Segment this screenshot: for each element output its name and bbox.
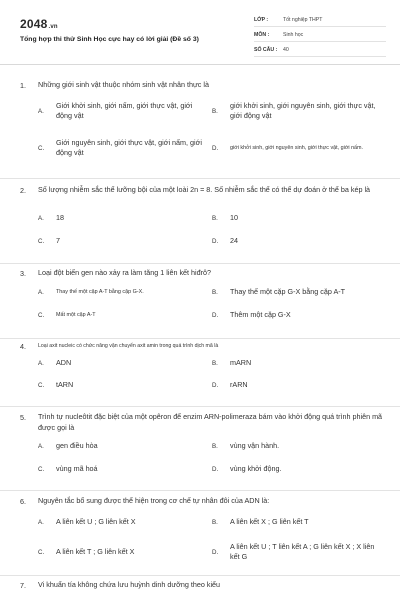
question-text: Vi khuẩn tía không chứa lưu huỳnh dinh dưỡng theo kiểu: [38, 580, 221, 589]
answer-option-a[interactable]: [38, 439, 208, 453]
option-text: giới khởi sinh, giới nguyên sinh, giới thực vật, giới nấm.: [230, 144, 364, 151]
question-number: 7.: [20, 581, 26, 590]
question-number: 1.: [20, 81, 26, 90]
option-letter: D.: [212, 311, 219, 319]
question-item: [0, 406, 400, 491]
option-text: Giới khởi sinh, giới nấm, giới thực vật, giới động vật: [56, 100, 193, 120]
option-text: A liên kết U ; T liên kết A ; G liên kết X ; X liên kết G: [230, 541, 375, 561]
answer-option-d[interactable]: [212, 308, 382, 322]
option-text: Mất một cặp A-T: [56, 311, 96, 318]
option-letter: C.: [38, 237, 45, 245]
option-letter: A.: [38, 107, 44, 115]
option-letter: B.: [212, 214, 218, 222]
option-letter: C.: [38, 381, 45, 389]
question-text: Số lượng nhiễm sắc thể lưỡng bội của một loài 2n = 8. Số nhiễm sắc thể có thể dự đoán ở thể ba kép là: [38, 185, 371, 194]
meta-label: LỚP :: [254, 17, 269, 23]
option-text: Giới nguyên sinh, giới thực vật, giới nấm, giới động vật: [56, 137, 202, 157]
option-text: Thay thế một cặp G-X bằng cặp A-T: [230, 286, 346, 296]
option-text: ADN: [56, 357, 72, 367]
answer-option-a[interactable]: [38, 211, 208, 225]
option-letter: A.: [38, 359, 44, 367]
option-text: Thay thế một cặp A-T bằng cặp G-X.: [56, 288, 144, 295]
answer-option-b[interactable]: [212, 515, 382, 529]
option-text: tARN: [56, 379, 74, 389]
answer-option-b[interactable]: [212, 439, 382, 453]
option-letter: A.: [38, 214, 44, 222]
meta-value: 40: [283, 47, 289, 53]
option-letter: B.: [212, 518, 218, 526]
answer-option-c[interactable]: [38, 378, 208, 392]
option-text: mARN: [230, 357, 252, 367]
answer-option-d[interactable]: [212, 234, 382, 248]
question-item: [0, 64, 400, 179]
answer-option-a[interactable]: [38, 515, 208, 529]
option-text: Thêm một cặp G-X: [230, 309, 291, 319]
option-letter: C.: [38, 548, 45, 556]
question-text: Trình tự nucleôtit đặc biệt của một opêron để enzim ARN-polimeraza bám vào khởi động quá trình phiên mã được gọi là: [38, 412, 383, 432]
meta-row-count: [254, 44, 386, 57]
question-number: 2.: [20, 186, 26, 195]
answer-option-b[interactable]: [212, 285, 382, 299]
option-letter: D.: [212, 465, 219, 473]
document-title: Tổng hợp thi thử Sinh Học cực hay có lời giải (Đề số 3): [20, 36, 199, 43]
answer-option-c[interactable]: [38, 137, 208, 159]
question-text: Loại đột biến gen nào xảy ra làm tăng 1 liên kết hiđrô?: [38, 268, 212, 277]
exam-meta: [254, 14, 386, 59]
answer-option-a[interactable]: [38, 100, 208, 122]
answer-option-d[interactable]: [212, 137, 382, 159]
question-item: [0, 338, 400, 407]
option-letter: B.: [212, 359, 218, 367]
option-text: rARN: [230, 379, 248, 389]
option-letter: C.: [38, 144, 45, 152]
option-letter: B.: [212, 442, 218, 450]
option-letter: B.: [212, 288, 218, 296]
option-text: vùng khởi động.: [230, 463, 282, 473]
question-number: 3.: [20, 269, 26, 278]
answer-option-c[interactable]: [38, 462, 208, 476]
meta-value: Tốt nghiệp THPT: [283, 17, 323, 23]
answer-option-d[interactable]: [212, 462, 382, 476]
option-text: 18: [56, 212, 64, 222]
answer-option-b[interactable]: [212, 356, 382, 370]
site-logo[interactable]: [20, 17, 58, 31]
option-letter: A.: [38, 442, 44, 450]
meta-label: SỐ CÂU :: [254, 47, 278, 53]
meta-row-subject: [254, 29, 386, 42]
header: [0, 0, 400, 65]
option-letter: D.: [212, 548, 219, 556]
answer-option-c[interactable]: [38, 308, 208, 322]
answer-option-b[interactable]: [212, 211, 382, 225]
question-number: 5.: [20, 413, 26, 422]
question-number: 6.: [20, 497, 26, 506]
answer-option-c[interactable]: [38, 545, 208, 559]
option-text: A liên kết U ; G liên kết X: [56, 516, 136, 526]
logo-text: 2048: [20, 17, 48, 31]
option-letter: A.: [38, 518, 44, 526]
option-text: 7: [56, 235, 60, 245]
option-text: giới khởi sinh, giới nguyên sinh, giới thực vật, giới động vật: [230, 100, 376, 120]
option-text: vùng mã hoá: [56, 463, 98, 473]
option-letter: C.: [38, 311, 45, 319]
option-letter: C.: [38, 465, 45, 473]
question-item: [0, 490, 400, 576]
answer-option-a[interactable]: [38, 285, 208, 299]
option-letter: D.: [212, 237, 219, 245]
answer-option-d[interactable]: [212, 540, 382, 564]
option-text: A liên kết X ; G liên kết T: [230, 516, 309, 526]
answer-option-c[interactable]: [38, 234, 208, 248]
option-letter: B.: [212, 107, 218, 115]
option-letter: A.: [38, 288, 44, 296]
question-text: Loại axit nucleic có chức năng vận chuyển axit amin trong quá trình dịch mã là: [38, 343, 219, 349]
option-letter: D.: [212, 144, 219, 152]
question-text: Nguyên tắc bổ sung được thể hiện trong cơ chế tự nhân đôi của ADN là:: [38, 496, 270, 505]
question-text: Những giới sinh vật thuộc nhóm sinh vật nhân thực là: [38, 80, 209, 89]
answer-option-a[interactable]: [38, 356, 208, 370]
answer-option-d[interactable]: [212, 378, 382, 392]
meta-label: MÔN :: [254, 32, 270, 38]
meta-row-class: [254, 14, 386, 27]
option-letter: D.: [212, 381, 219, 389]
question-item: [0, 575, 400, 600]
question-number: 4.: [20, 342, 26, 351]
option-text: gen điều hòa: [56, 440, 98, 450]
option-text: vùng vận hành.: [230, 440, 280, 450]
meta-value: Sinh học: [283, 32, 304, 38]
option-text: 24: [230, 235, 238, 245]
answer-option-b[interactable]: [212, 100, 382, 122]
logo-suffix: .vn: [48, 24, 58, 30]
question-item: [0, 263, 400, 339]
question-item: [0, 178, 400, 264]
option-text: A liên kết T ; G liên kết X: [56, 546, 135, 556]
option-text: 10: [230, 212, 238, 222]
